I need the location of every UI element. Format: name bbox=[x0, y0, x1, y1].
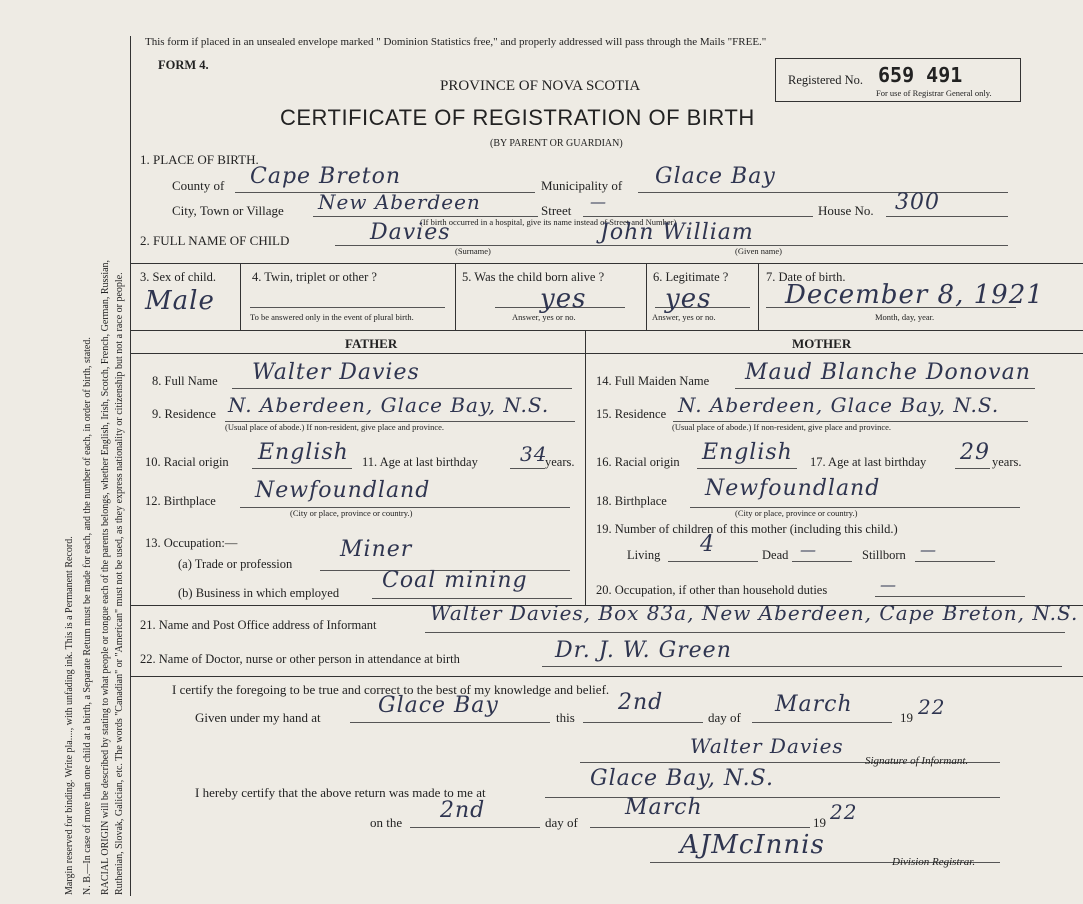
doctor-label: 22. Name of Doctor, nurse or other person in attendance at birth bbox=[140, 652, 460, 666]
father-business-label: (b) Business in which employed bbox=[178, 586, 340, 600]
registrar-day-value: 2nd bbox=[440, 798, 486, 823]
sex-label: 3. Sex of child. bbox=[140, 270, 217, 284]
living-value: 4 bbox=[700, 532, 715, 557]
father-birthplace-label: 12. Birthplace bbox=[145, 494, 216, 508]
margin-note-plural-birth: N. B.—In case of more than one child at a birth, a Separate Return must be made for each, and the number of each, in order of birth, stated. bbox=[82, 337, 93, 895]
registrar-place-value: Glace Bay, N.S. bbox=[590, 766, 774, 791]
municipality-value: Glace Bay bbox=[655, 164, 776, 189]
form-number: FORM 4. bbox=[158, 58, 209, 72]
mother-years: years. bbox=[992, 455, 1022, 469]
mother-children-label: 19. Number of children of this mother (including this child.) bbox=[596, 522, 898, 536]
street-label: Street bbox=[541, 203, 572, 218]
father-birthplace-value: Newfoundland bbox=[255, 478, 431, 503]
father-years: years. bbox=[545, 455, 575, 469]
father-name-value: Walter Davies bbox=[252, 360, 420, 385]
margin-note-racial-origin: RACIAL ORIGIN will be described by stating to what people or tongue each of the parents belongs, whether English, Irish, Scotch, French, German, Russian, bbox=[100, 259, 111, 895]
city-value: New Aberdeen bbox=[318, 190, 481, 214]
child-given-value: John William bbox=[600, 220, 754, 245]
mother-age-label: 17. Age at last birthday bbox=[810, 455, 927, 469]
registrar-month-value: March bbox=[625, 795, 703, 820]
father-race-label: 10. Racial origin bbox=[145, 455, 229, 469]
legitimate-label: 6. Legitimate ? bbox=[653, 270, 729, 284]
stillborn-value: — bbox=[920, 540, 937, 559]
county-label: County of bbox=[172, 178, 225, 193]
hospital-note: (If birth occurred in a hospital, give its name instead of Street and Number) bbox=[420, 217, 677, 227]
birth-date-label: 7. Date of birth. bbox=[766, 270, 846, 284]
sex-value: Male bbox=[145, 286, 215, 316]
postal-notice: This form if placed in an unsealed envelope marked " Dominion Statistics free," and properly addressed will pass through the Mails "FREE." bbox=[145, 36, 767, 48]
doctor-value: Dr. J. W. Green bbox=[555, 638, 732, 663]
registrar-caption: Division Registrar. bbox=[892, 856, 976, 868]
registrar-year-prefix: 19 bbox=[813, 815, 826, 830]
living-label: Living bbox=[627, 548, 661, 562]
child-name-label: 2. FULL NAME OF CHILD bbox=[140, 233, 290, 248]
father-birthplace-caption: (City or place, province or country.) bbox=[290, 508, 413, 518]
legitimate-value: yes bbox=[665, 284, 712, 314]
mother-race-label: 16. Racial origin bbox=[596, 455, 680, 469]
father-residence-label: 9. Residence bbox=[152, 407, 216, 421]
mother-occupation-label: 20. Occupation, if other than household duties bbox=[596, 583, 828, 597]
given-under-label: Given under my hand at bbox=[195, 710, 321, 725]
father-age-label: 11. Age at last birthday bbox=[362, 455, 478, 469]
page-title: CERTIFICATE OF REGISTRATION OF BIRTH bbox=[280, 105, 755, 130]
margin-note-binding: Margin reserved for binding. Write pla...., with unfading ink. This is a Permanent Record. bbox=[64, 536, 75, 895]
given-name-caption: (Given name) bbox=[735, 246, 782, 256]
child-surname-value: Davies bbox=[370, 220, 451, 245]
father-residence-value: N. Aberdeen, Glace Bay, N.S. bbox=[228, 393, 550, 417]
mother-race-value: English bbox=[702, 440, 793, 465]
certify-statement: I certify the foregoing to be true and correct to the best of my knowledge and belief. bbox=[172, 682, 610, 697]
father-age-value: 34 bbox=[520, 442, 548, 466]
informant-signature: Walter Davies bbox=[690, 734, 844, 758]
father-race-value: English bbox=[258, 440, 349, 465]
registrar-day-of-label: day of bbox=[545, 815, 578, 830]
signature-caption: Signature of Informant. bbox=[865, 755, 969, 767]
day-of-label: day of bbox=[708, 710, 741, 725]
certify-month-value: March bbox=[775, 692, 853, 717]
birth-date-value: December 8, 1921 bbox=[785, 280, 1044, 310]
this-label: this bbox=[556, 710, 575, 725]
informant-label: 21. Name and Post Office address of Informant bbox=[140, 618, 377, 632]
house-value: 300 bbox=[895, 190, 940, 215]
municipality-label: Municipality of bbox=[541, 178, 623, 193]
dead-label: Dead bbox=[762, 548, 789, 562]
county-value: Cape Breton bbox=[250, 164, 402, 189]
mother-residence-label: 15. Residence bbox=[596, 407, 667, 421]
mother-birthplace-caption: (City or place, province or country.) bbox=[735, 508, 858, 518]
certify-year-value: 22 bbox=[918, 695, 946, 719]
surname-caption: (Surname) bbox=[455, 246, 491, 256]
house-label: House No. bbox=[818, 203, 874, 218]
dead-value: — bbox=[800, 540, 817, 559]
birth-date-caption: Month, day, year. bbox=[875, 312, 935, 322]
mother-birthplace-value: Newfoundland bbox=[705, 476, 881, 501]
father-name-label: 8. Full Name bbox=[152, 374, 218, 388]
twin-label: 4. Twin, triplet or other ? bbox=[252, 270, 377, 284]
margin-note-racial-origin-2: Ruthenian, Slovak, Galician, etc. The words "Canadian" or "American" must not be used, as they express nationality or citizenship but not a race or people. bbox=[114, 272, 125, 895]
stillborn-label: Stillborn bbox=[862, 548, 906, 562]
alive-label: 5. Was the child born alive ? bbox=[462, 270, 605, 284]
certify-day-value: 2nd bbox=[618, 690, 664, 715]
mother-residence-caption: (Usual place of abode.) If non-resident, give place and province. bbox=[672, 422, 892, 432]
father-trade-value: Miner bbox=[340, 537, 413, 562]
registered-label: Registered No. bbox=[788, 73, 863, 87]
mother-age-value: 29 bbox=[960, 440, 990, 465]
city-label: City, Town or Village bbox=[172, 203, 284, 218]
father-occupation-label: 13. Occupation:— bbox=[145, 536, 238, 550]
mother-residence-value: N. Aberdeen, Glace Bay, N.S. bbox=[678, 393, 1000, 417]
mother-birthplace-label: 18. Birthplace bbox=[596, 494, 667, 508]
registered-number-box bbox=[775, 58, 1021, 102]
form-left-border bbox=[130, 36, 131, 896]
registrar-year-value: 22 bbox=[830, 800, 858, 824]
page-subtitle: (BY PARENT OR GUARDIAN) bbox=[490, 138, 623, 149]
father-trade-label: (a) Trade or profession bbox=[178, 557, 293, 571]
twin-note: To be answered only in the event of plural birth. bbox=[250, 312, 414, 322]
registrar-signature: AJMcInnis bbox=[680, 830, 825, 860]
legitimate-caption: Answer, yes or no. bbox=[652, 312, 716, 322]
father-heading: FATHER bbox=[345, 336, 398, 351]
certify-place-value: Glace Bay bbox=[378, 693, 499, 718]
informant-value: Walter Davies, Box 83a, New Aberdeen, Cape Breton, N.S. bbox=[430, 601, 1079, 625]
mother-name-label: 14. Full Maiden Name bbox=[596, 374, 710, 388]
street-value: — bbox=[590, 192, 607, 211]
year-prefix: 19 bbox=[900, 710, 913, 725]
mother-occupation-value: — bbox=[880, 575, 897, 594]
father-residence-caption: (Usual place of abode.) If non-resident, give place and province. bbox=[225, 422, 445, 432]
registered-value: 659 491 bbox=[878, 63, 963, 87]
alive-value: yes bbox=[540, 284, 587, 314]
registrar-note: For use of Registrar General only. bbox=[876, 88, 992, 98]
registrar-statement: I hereby certify that the above return was made to me at bbox=[195, 785, 486, 800]
mother-heading: MOTHER bbox=[792, 336, 852, 351]
father-business-value: Coal mining bbox=[382, 568, 528, 593]
place-of-birth-label: 1. PLACE OF BIRTH. bbox=[140, 152, 259, 167]
alive-caption: Answer, yes or no. bbox=[512, 312, 576, 322]
mother-name-value: Maud Blanche Donovan bbox=[745, 360, 1031, 385]
province-title: PROVINCE OF NOVA SCOTIA bbox=[440, 78, 641, 94]
on-the-label: on the bbox=[370, 815, 403, 830]
